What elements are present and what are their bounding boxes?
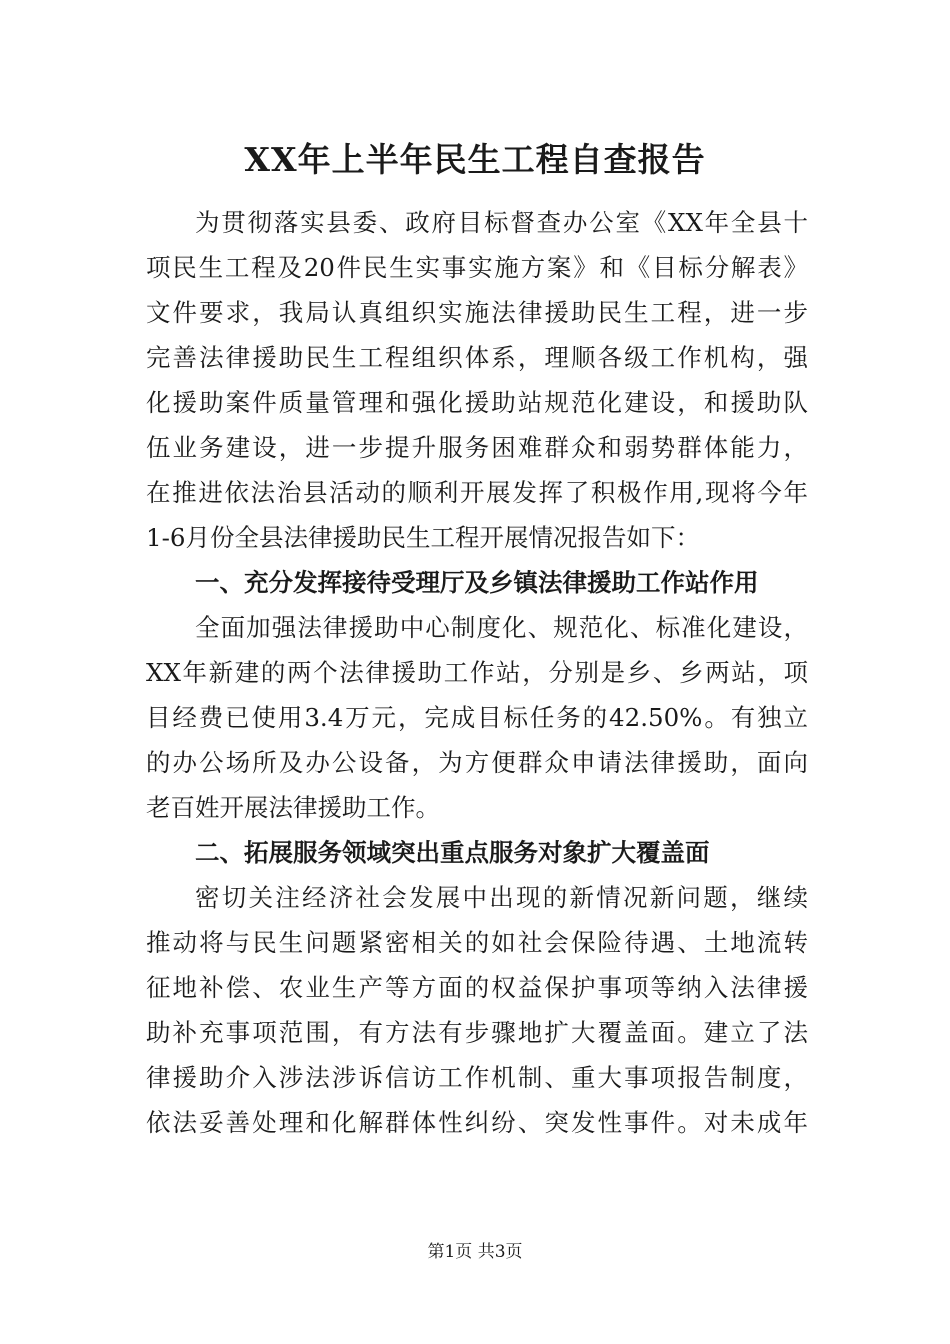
intro-paragraph [146,200,808,560]
document-title: XX年上半年民生工程自查报告 [244,140,706,179]
text-line: 的办公场所及办公设备，为方便群众申请法律援助，面向 [146,748,808,777]
text-line: 文件要求，我局认真组织实施法律援助民生工程，进一步 [146,298,808,327]
section-heading-2: 二、拓展服务领域突出重点服务对象扩大覆盖面 [195,838,710,867]
text-line: 完善法律援助民生工程组织体系，理顺各级工作机构，强 [146,343,808,372]
text-line: 为贯彻落实县委、政府目标督查办公室《XX年全县十 [195,208,808,237]
text-line: 化援助案件质量管理和强化援助站规范化建设，和援助队 [146,388,808,417]
text-line: 征地补偿、农业生产等方面的权益保护事项等纳入法律援 [146,973,808,1002]
text-line: 老百姓开展法律援助工作。 [146,793,440,822]
text-line: 项民生工程及20件民生实事实施方案》和《目标分解表》 [146,253,808,282]
text-line: XX年新建的两个法律援助工作站，分别是乡、乡两站，项 [146,658,808,687]
text-line: 伍业务建设，进一步提升服务困难群众和弱势群体能力， [146,433,808,462]
text-line: 助补充事项范围，有方法有步骤地扩大覆盖面。建立了法 [146,1018,808,1047]
document-body [146,200,808,1145]
text-line: 全面加强法律援助中心制度化、规范化、标准化建设， [195,613,808,642]
text-line: 目经费已使用3.4万元，完成目标任务的42.50%。有独立 [146,703,808,732]
text-line: 推动将与民生问题紧密相关的如社会保险待遇、土地流转 [146,928,808,957]
text-line: 依法妥善处理和化解群体性纠纷、突发性事件。对未成年 [146,1108,808,1137]
section-1-paragraph [146,605,808,830]
text-line: 1-6月份全县法律援助民生工程开展情况报告如下： [146,523,700,552]
section-2-paragraph [146,875,808,1145]
text-line: 律援助介入涉法涉诉信访工作机制、重大事项报告制度， [146,1063,808,1092]
text-line: 密切关注经济社会发展中出现的新情况新问题，继续 [195,883,808,912]
section-heading-1: 一、充分发挥接待受理厅及乡镇法律援助工作站作用 [195,568,759,597]
text-line: 在推进依法治县活动的顺利开展发挥了积极作用,现将今年 [146,478,808,507]
page-footer: 第1页 共3页 [427,1242,523,1262]
